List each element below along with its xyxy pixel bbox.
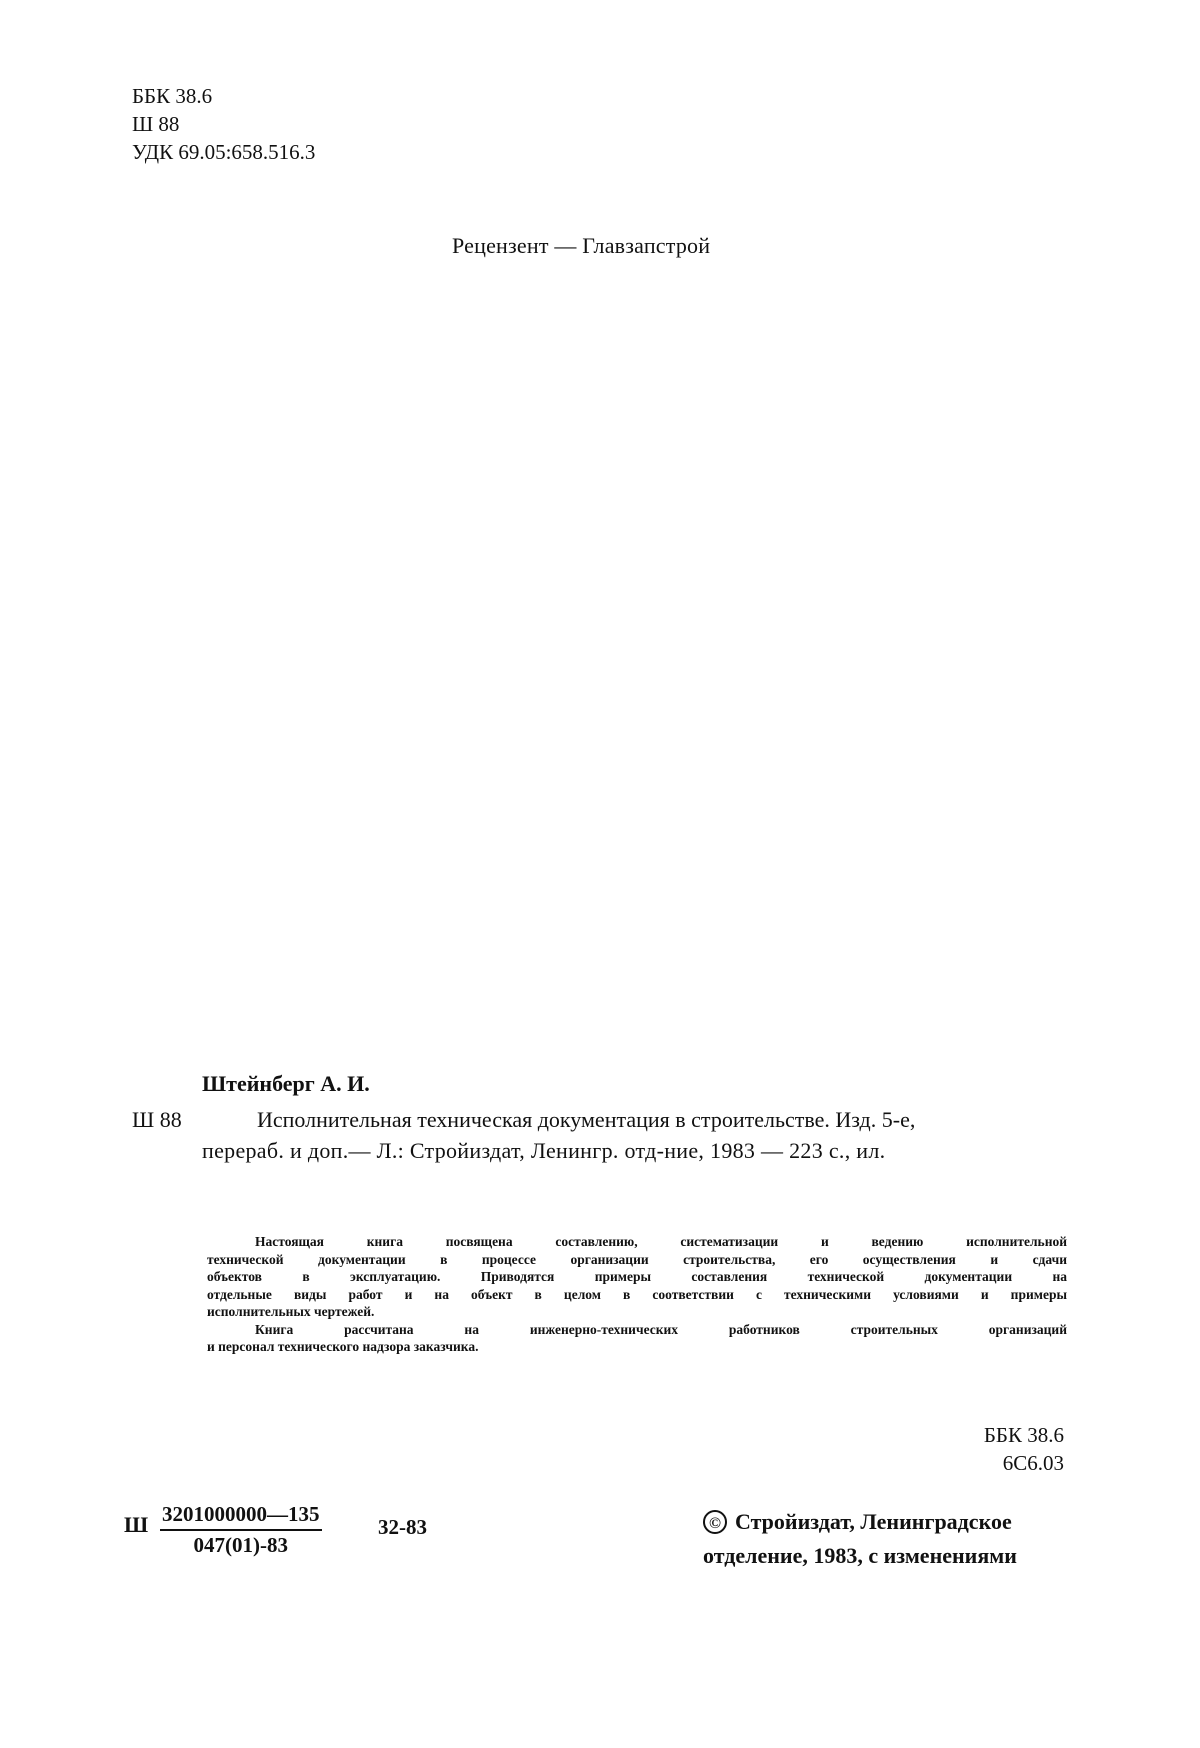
index-letter: Ш <box>124 1512 149 1537</box>
annotation-line: технической документации в процессе организации строительства, его осуществления и сдачи <box>207 1251 1067 1267</box>
bbk-bottom-line-2: 6С6.03 <box>1002 1451 1064 1475</box>
bbk-code: ББК 38.6 <box>132 84 213 108</box>
copyright-block <box>703 1505 1017 1573</box>
index-denominator: 047(01)-83 <box>193 1533 288 1557</box>
annotation-paragraph-1 <box>207 1233 1067 1321</box>
copyright-icon: © <box>703 1510 727 1534</box>
copyright-line-1: Стройиздат, Ленинградское <box>735 1509 1012 1534</box>
shelf-code: Ш 88 <box>132 112 180 136</box>
bibliographic-line-1: Исполнительная техническая документация в строительстве. Изд. 5-е, <box>257 1107 916 1132</box>
index-fraction <box>160 1502 322 1558</box>
annotation-line: Книга рассчитана на инженерно-технических работников строительных организаций <box>255 1321 1067 1337</box>
classification-block <box>132 82 315 166</box>
annotation-line: объектов в эксплуатацию. Приводятся примеры составления технической документации на <box>207 1269 1067 1284</box>
entry-shelf-mark: Ш 88 <box>132 1107 182 1132</box>
copyright-line-2: отделение, 1983, с изменениями <box>703 1543 1017 1568</box>
annotation-paragraph-2 <box>207 1321 1067 1356</box>
udk-code: УДК 69.05:658.516.3 <box>132 140 316 164</box>
annotation-line: отдельные виды работ и на объект в целом в соответствии с техническими условиями и примеры <box>207 1286 1067 1302</box>
index-numerator: 3201000000—135 <box>160 1502 322 1531</box>
author-name: Штейнберг А. И. <box>202 1071 370 1096</box>
bibliographic-line-2: перераб. и доп.— Л.: Стройиздат, Ленингр. отд-ние, 1983 — 223 с., ил. <box>202 1138 886 1163</box>
annotation-line: исполнительных чертежей. <box>207 1304 375 1319</box>
annotation-line: и персонал технического надзора заказчика. <box>207 1339 479 1354</box>
bbk-bottom-line-1: ББК 38.6 <box>983 1423 1064 1447</box>
annotation-line: Настоящая книга посвящена составлению, систематизации и ведению исполнительной <box>255 1234 1067 1249</box>
reviewer-line: Рецензент — Главзапстрой <box>452 233 711 258</box>
bbk-bottom-block <box>984 1421 1064 1477</box>
annotation <box>207 1233 1067 1356</box>
index-code: 32-83 <box>378 1515 427 1539</box>
